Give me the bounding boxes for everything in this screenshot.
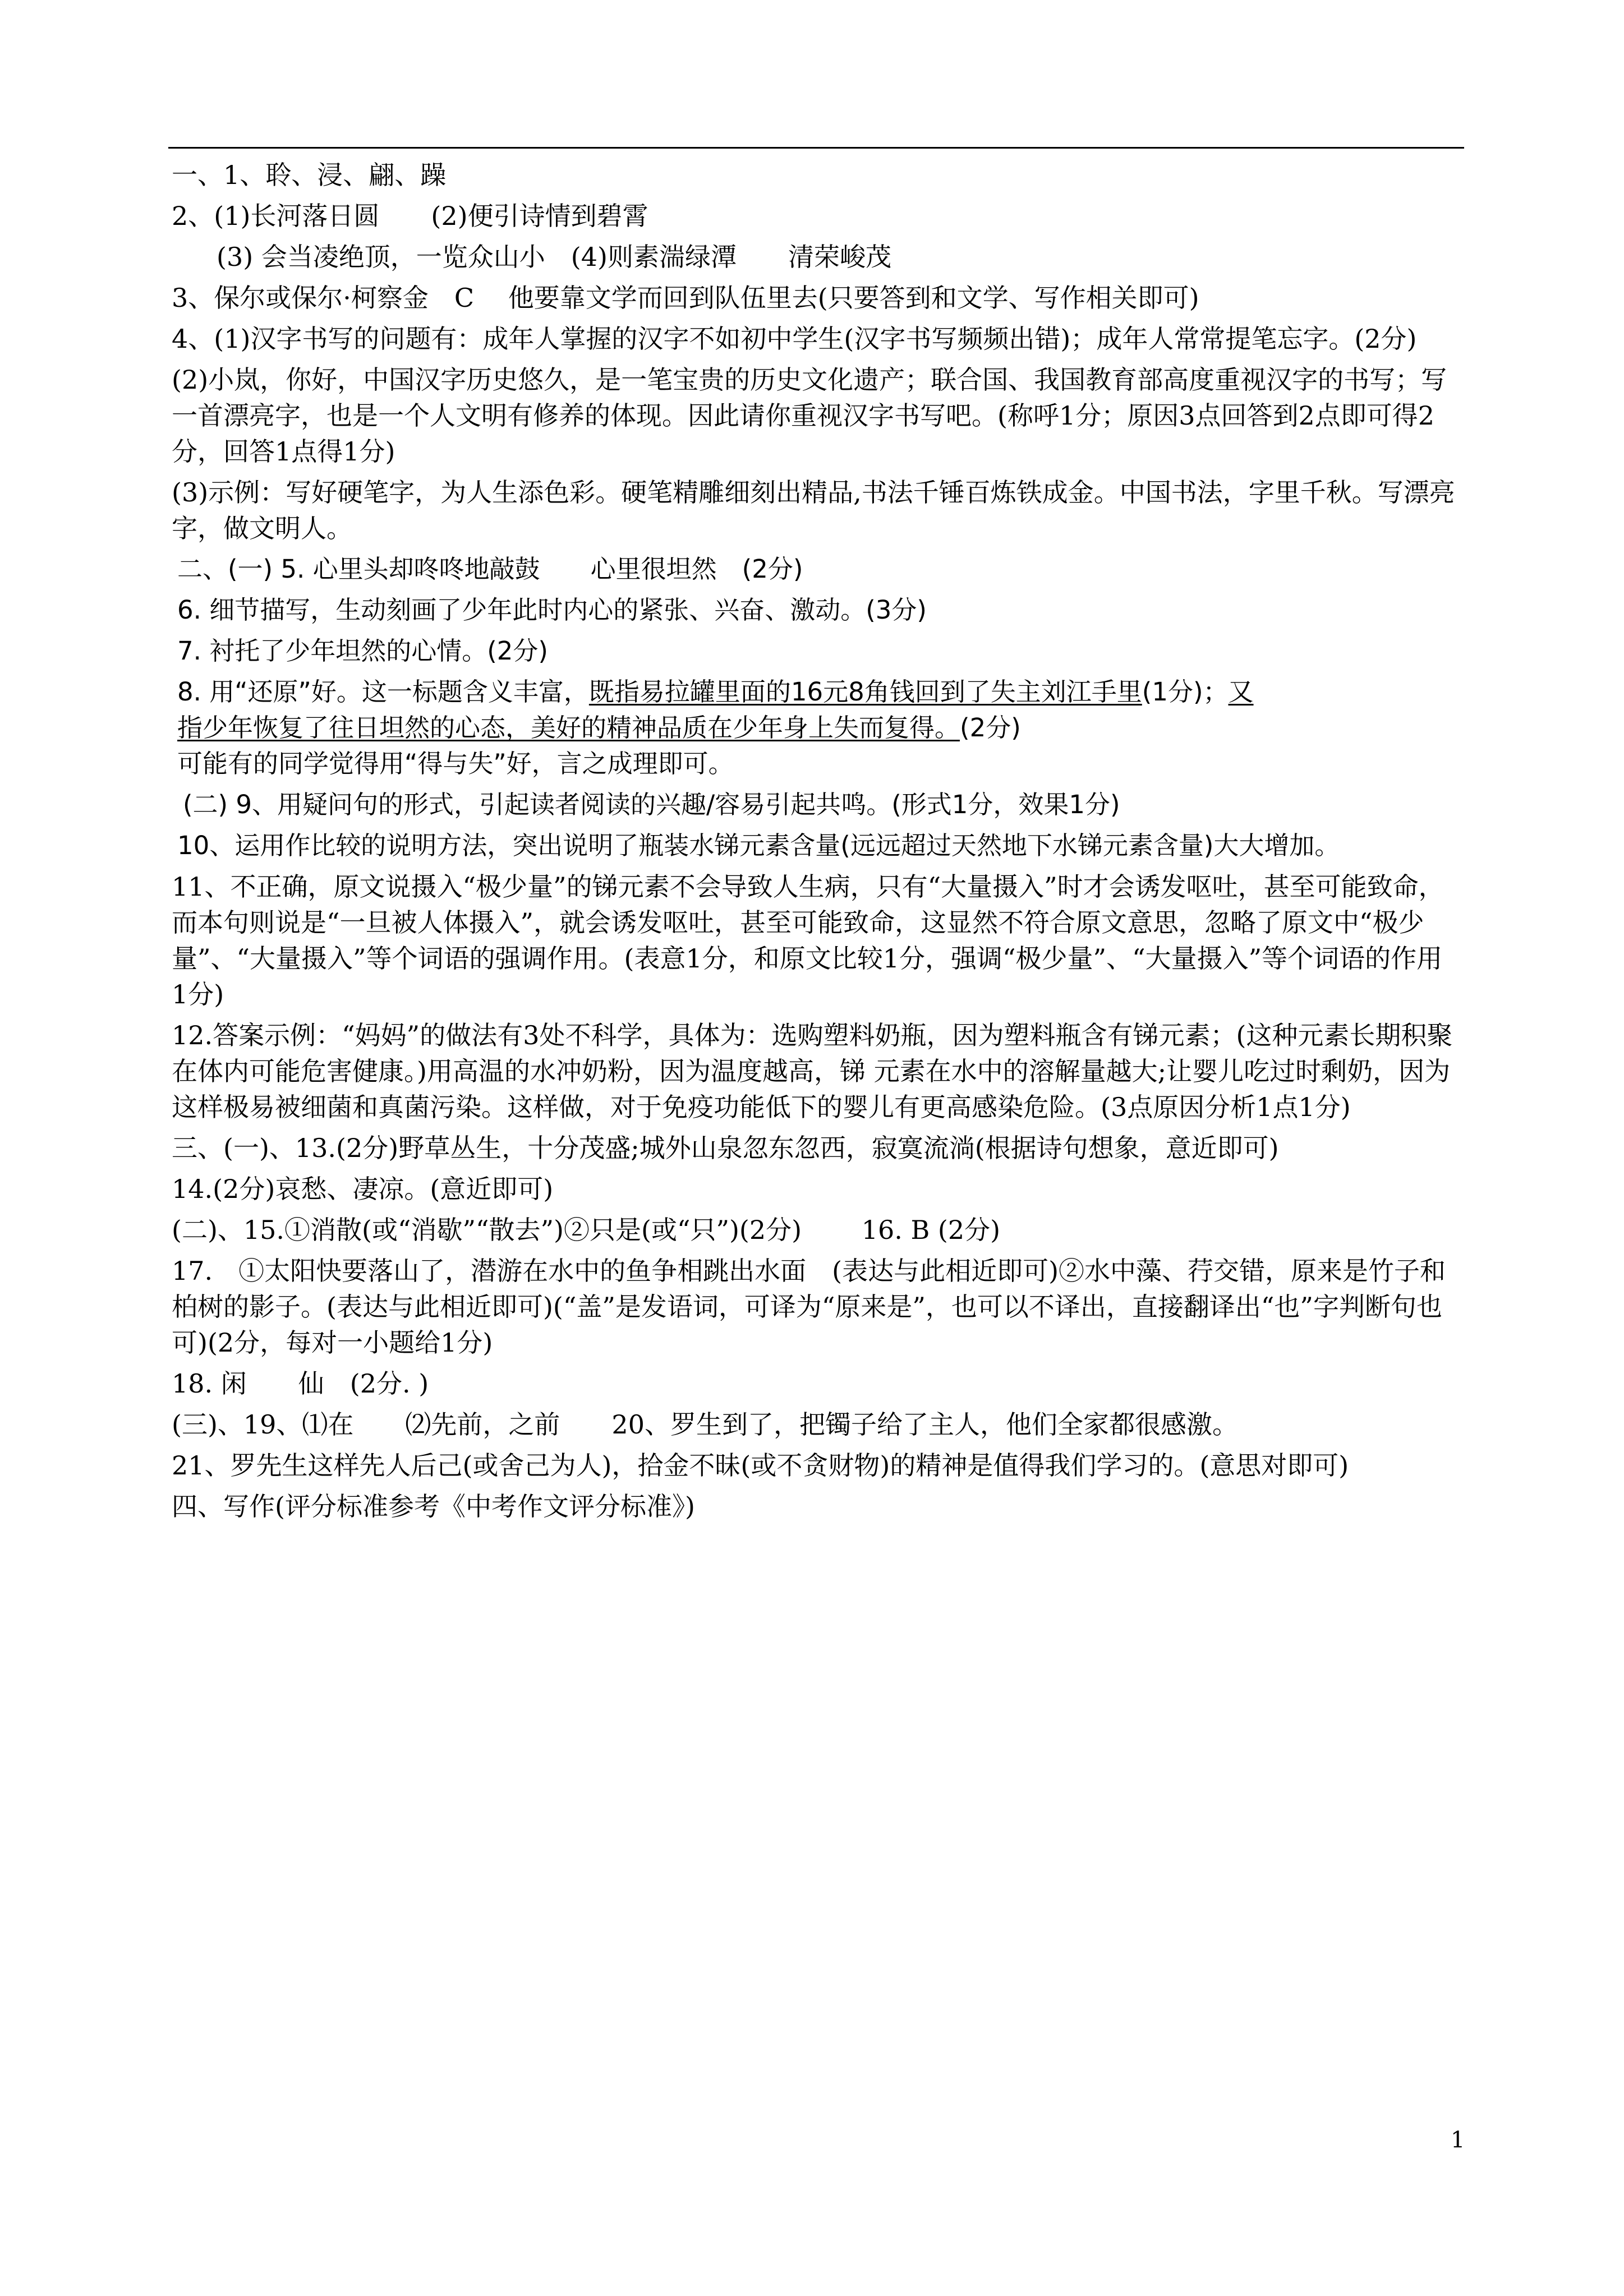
answer-q1-3: 3、保尔或保尔·柯察金 C 他要靠文学而回到队伍里去(只要答到和文学、写作相关即可) [172, 283, 1199, 313]
page-number: 1 [1451, 2127, 1465, 2153]
answer-q2-7: 7. 衬托了少年坦然的心情。(2分) [177, 636, 548, 666]
answer-q1-4-1: 4、(1)汉字书写的问题有：成年人掌握的汉字不如初中学生(汉字书写频频出错)；成年人常常提笔忘字。(2分) [172, 324, 1417, 354]
answer-q2-8c: 可能有的同学觉得用“得与失”好，言之成理即可。 [177, 749, 734, 778]
answer-q3-15-16: (二)、15.①消散(或“消歇”“散去”)②只是(或“只”)(2分) 16. B (2分) [172, 1215, 1001, 1245]
header-rule [168, 147, 1464, 149]
answer-q2-8b-underlined: 指少年恢复了往日坦然的心态，美好的精神品质在少年身上失而复得。 [177, 713, 960, 743]
answer-q2-11: 11、不正确，原文说摄入“极少量”的锑元素不会导致人生病，只有“大量摄入”时才会诱发呕吐，甚至可能致命，而本句则说是“一旦被人体摄入”，就会诱发呕吐，甚至可能致命，这显然不符合原文意思，忽略了原文中“极少量”、“大量摄入”等个词语的强调作用。(表意1分，和原文比较1分，强调“极少量”、“大量摄入”等个词语的作用1分) [172, 872, 1444, 1009]
answer-q3-17: 17. ①太阳快要落山了，潜游在水中的鱼争相跳出水面 (表达与此相近即可)②水中藻、荇交错，原来是竹子和柏树的影子。(表达与此相近即可)(“盖”是发语词，可译为“原来是”，也可以不译出，直接翻译出“也”字判断句也可)(2分，每对一小题给1分) [172, 1256, 1446, 1358]
answer-q2-10: 10、运用作比较的说明方法，突出说明了瓶装水锑元素含量(远远超过天然地下水锑元素含量)大大增加。 [177, 831, 1340, 860]
answer-q2-8a-underlined: 既指易拉罐里面的16元8角钱回到了失主刘江手里 [588, 677, 1142, 707]
answer-q1-4-3: (3)示例：写好硬笔字，为人生添色彩。硬笔精雕细刻出精品,书法千锤百炼铁成金。中国书法，字里千秋。写漂亮字，做文明人。 [172, 477, 1455, 543]
answer-q1-4-2: (2)小岚，你好，中国汉字历史悠久，是一笔宝贵的历史文化遗产；联合国、我国教育部高度重视汉字的书写；写一首漂亮字，也是一个人文明有修养的体现。因此请你重视汉字书写吧。(称呼1分；原因3点回答到2点即可得2分，回答1点得1分) [172, 365, 1447, 467]
answer-q2-8a-pre: 8. 用“还原”好。这一标题含义丰富， [177, 677, 589, 707]
answer-q2-8b [172, 710, 1456, 746]
answer-q2-6: 6. 细节描写，生动刻画了少年此时内心的紧张、兴奋、激动。(3分) [177, 595, 927, 625]
answer-q1-2a: 2、(1)长河落日圆 (2)便引诗情到碧霄 [172, 201, 648, 231]
answer-q2-8a-post: (1分)； [1142, 677, 1229, 707]
answer-q4: 四、写作(评分标准参考《中考作文评分标准》) [172, 1491, 695, 1522]
answer-q2-5: 二、(一) 5. 心里头却咚咚地敲鼓 心里很坦然 (2分) [177, 554, 803, 584]
answer-q2-9: (二) 9、用疑问句的形式，引起读者阅读的兴趣/容易引起共鸣。(形式1分，效果1分) [183, 790, 1120, 819]
answer-q3-21: 21、罗先生这样先人后己(或舍己为人)，拾金不昧(或不贪财物)的精神是值得我们学习的。(意思对即可) [172, 1450, 1349, 1481]
answer-q3-18: 18. 闲 仙 (2分. ) [172, 1368, 429, 1399]
answer-q1-1: 一、1、聆、浸、翩、躁 [172, 160, 447, 190]
answer-q2-8a [172, 674, 1456, 710]
answer-q3-14: 14.(2分)哀愁、凄凉。(意近即可) [172, 1174, 554, 1204]
answer-q2-8b-post: (2分) [960, 713, 1021, 743]
answer-q1-2b: (3) 会当凌绝顶，一览众山小 (4)则素湍绿潭 清荣峻茂 [217, 242, 891, 272]
answer-q2-12: 12.答案示例：“妈妈”的做法有3处不科学，具体为：选购塑料奶瓶，因为塑料瓶含有锑元素；(这种元素长期积聚在体内可能危害健康。)用高温的水冲奶粉，因为温度越高，锑 元素在水中的溶解量越大;让婴儿吃过时剩奶，因为这样极易被细菌和真菌污染。这样做，对于免疫功能低下的婴儿有更高感染危险。(3点原因分析1点1分) [172, 1020, 1453, 1122]
answer-q2-8a-underlined-2: 又 [1228, 677, 1254, 707]
answer-q3-13: 三、(一)、13.(2分)野草丛生，十分茂盛;城外山泉忽东忽西，寂寞流淌(根据诗句想象，意近即可) [172, 1133, 1279, 1163]
answer-key [172, 157, 1456, 1524]
answer-q3-19-20: (三)、19、⑴在 ⑵先前，之前 20、罗生到了，把镯子给了主人，他们全家都很感激。 [172, 1409, 1238, 1440]
